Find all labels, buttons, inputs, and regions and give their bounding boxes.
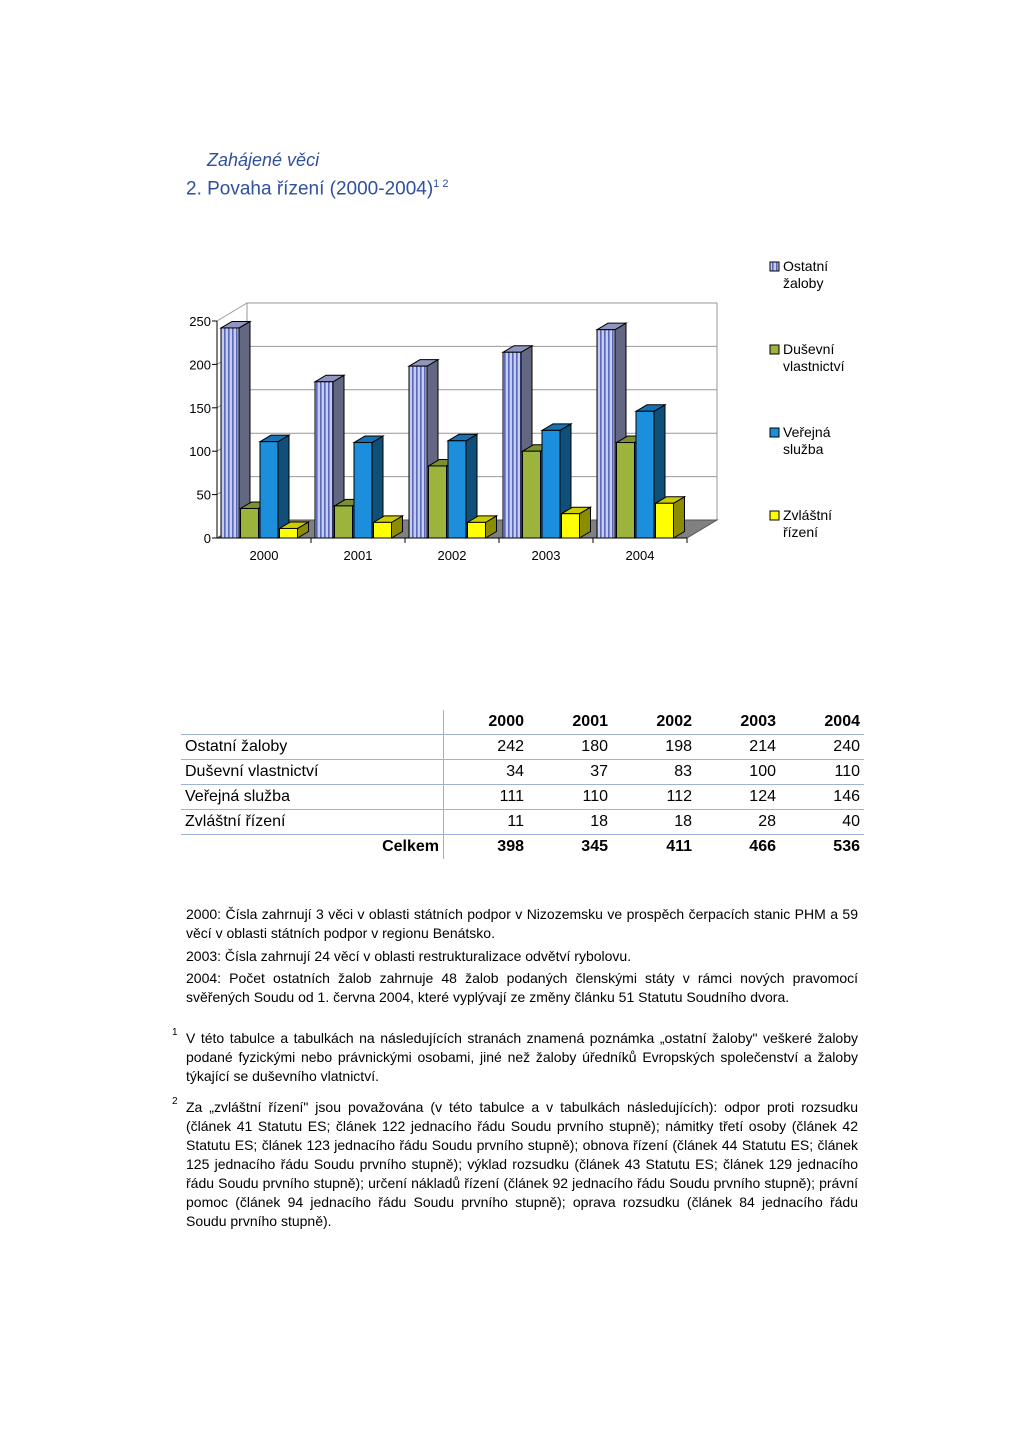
legend-label: Veřejná — [783, 424, 831, 440]
table-cell: 110 — [528, 785, 612, 810]
legend-label: řízení — [783, 524, 819, 540]
row-label: Zvláštní řízení — [181, 810, 444, 835]
table-cell: 180 — [528, 735, 612, 760]
legend-label: služba — [783, 441, 824, 457]
table-col-header: 2000 — [444, 710, 529, 735]
total-cell: 345 — [528, 835, 612, 860]
table-row — [181, 760, 864, 785]
y-tick-label: 100 — [189, 444, 211, 460]
y-tick-label: 250 — [189, 314, 211, 329]
table-row — [181, 810, 864, 835]
bar — [409, 366, 427, 538]
legend-swatch — [770, 345, 779, 354]
bar — [562, 514, 580, 538]
total-cell: 536 — [780, 835, 864, 860]
table-cell: 111 — [444, 785, 529, 810]
table-total-row — [181, 835, 864, 860]
y-tick-label: 50 — [196, 487, 211, 503]
bar — [503, 352, 521, 538]
legend-label: Zvláštní — [783, 507, 833, 523]
bar — [315, 382, 333, 538]
footnote-number: 1 — [172, 1027, 178, 1038]
data-table — [181, 710, 864, 859]
page-title-text: 2. Povaha řízení (2000-2004) — [186, 178, 434, 200]
bar — [448, 441, 466, 538]
legend-swatch — [770, 262, 779, 271]
gridline-side — [217, 303, 247, 321]
table-cell: 198 — [612, 735, 696, 760]
row-label: Duševní vlastnictví — [181, 760, 444, 785]
bar — [260, 442, 278, 538]
table-cell: 34 — [444, 760, 529, 785]
table-cell: 214 — [696, 735, 780, 760]
footnote-2: Za „zvláštní řízení" jsou považována (v této tabulce a v tabulkách následujících): odpor proti rozsudku (článek 41 Statutu ES; článek 122 jednacího řádu Soudu prvního stupně); námitky třetí osoby (článek 42 Statutu ES; článek 123 jednacího řádu Soudu prvního stupně); obnova řízení (článek 44 Statutu ES; článek 125 jednacího řádu Soudu prvního stupně); výklad rozsudku (článek 43 Statutu ES; článek 129 jednacího řádu Soudu prvního stupně); určení nákladů řízení (článek 92 jednacího řádu Soudu prvního stupně); právní pomoc (článek 94 jednacího řádu Soudu prvního stupně); oprava rozsudku (článek 84 jednacího řádu Soudu prvního stupně). — [186, 1099, 858, 1229]
footnote-1: V této tabulce a tabulkách na následujících stranách znamená poznámka „ostatní žaloby" veškeré žaloby podané fyzickými nebo právnickými osobami, jiné než žaloby úředníků Evropských společenství a žaloby týkající se duševního vlatnictví. — [186, 1030, 858, 1084]
bar — [542, 430, 560, 538]
total-label: Celkem — [181, 835, 444, 860]
x-tick-label: 2000 — [249, 548, 279, 563]
bar — [354, 443, 372, 538]
table-cell: 11 — [444, 810, 529, 835]
table-cell: 18 — [612, 810, 696, 835]
bar — [280, 528, 298, 538]
bar — [523, 451, 541, 538]
table-cell: 37 — [528, 760, 612, 785]
legend-swatch — [770, 428, 779, 437]
bar — [617, 443, 635, 538]
table-cell: 18 — [528, 810, 612, 835]
title-footnote-refs: 1 2 — [433, 178, 449, 190]
y-tick-label: 0 — [203, 531, 211, 546]
total-cell: 411 — [612, 835, 696, 860]
footnote-number: 2 — [172, 1096, 178, 1107]
bar-side — [278, 435, 289, 538]
legend-swatch — [770, 511, 779, 520]
row-label: Veřejná služba — [181, 785, 444, 810]
bar-side — [674, 497, 685, 538]
section-kicker: Zahájené věci — [207, 150, 320, 170]
legend-label: vlastnictví — [783, 358, 845, 374]
x-tick-label: 2003 — [531, 548, 561, 563]
legend-label: Ostatní — [783, 258, 829, 274]
table-cell: 40 — [780, 810, 864, 835]
table-cell: 28 — [696, 810, 780, 835]
y-tick-label: 150 — [189, 400, 211, 416]
bar — [241, 508, 259, 538]
table-corner — [181, 710, 444, 735]
note-2003: 2003: Čísla zahrnují 24 věcí v oblasti restrukturalizace odvětví rybolovu. — [186, 948, 632, 964]
bar — [656, 503, 674, 538]
bar — [597, 330, 615, 538]
bar — [468, 522, 486, 538]
table-col-header: 2003 — [740, 713, 776, 730]
table-cell: 240 — [780, 735, 864, 760]
x-tick-label: 2001 — [343, 548, 373, 563]
table-cell: 112 — [612, 785, 696, 810]
row-label: Ostatní žaloby — [181, 735, 444, 760]
legend-label: Duševní — [783, 341, 835, 357]
bar — [221, 328, 239, 538]
table-row — [181, 735, 864, 760]
table-cell: 124 — [696, 785, 780, 810]
y-tick-label: 200 — [189, 357, 211, 373]
page-title — [186, 178, 448, 200]
table-cell: 242 — [444, 735, 529, 760]
table-col-header: 2004 — [824, 713, 860, 730]
table-cell: 100 — [696, 760, 780, 785]
bar — [429, 466, 447, 538]
bar — [335, 506, 353, 538]
note-2000: 2000: Čísla zahrnují 3 věci v oblasti státních podpor v Nizozemsku ve prospěch čerpacích stanic PHM a 59 věcí v oblasti státních podpor v regionu Benátsko. — [186, 906, 858, 941]
table-cell: 110 — [780, 760, 864, 785]
note-2004: 2004: Počet ostatních žalob zahrnuje 48 žalob podaných členskými státy v rámci nových pravomocí svěřených Soudu od 1. června 2004, které vyplývají ze změny článku 51 Statutu Soudního dvora. — [186, 970, 858, 1005]
x-tick-label: 2002 — [437, 548, 467, 563]
bar — [374, 522, 392, 538]
bar-chart — [180, 225, 860, 585]
table-col-header: 2002 — [656, 713, 692, 730]
table-row — [181, 785, 864, 810]
table-cell: 83 — [612, 760, 696, 785]
table-col-header: 2001 — [572, 713, 608, 730]
x-tick-label: 2004 — [625, 548, 655, 563]
total-cell: 398 — [444, 835, 529, 860]
table-cell: 146 — [780, 785, 864, 810]
bar — [636, 411, 654, 538]
legend-label: žaloby — [783, 275, 824, 291]
total-cell: 466 — [696, 835, 780, 860]
